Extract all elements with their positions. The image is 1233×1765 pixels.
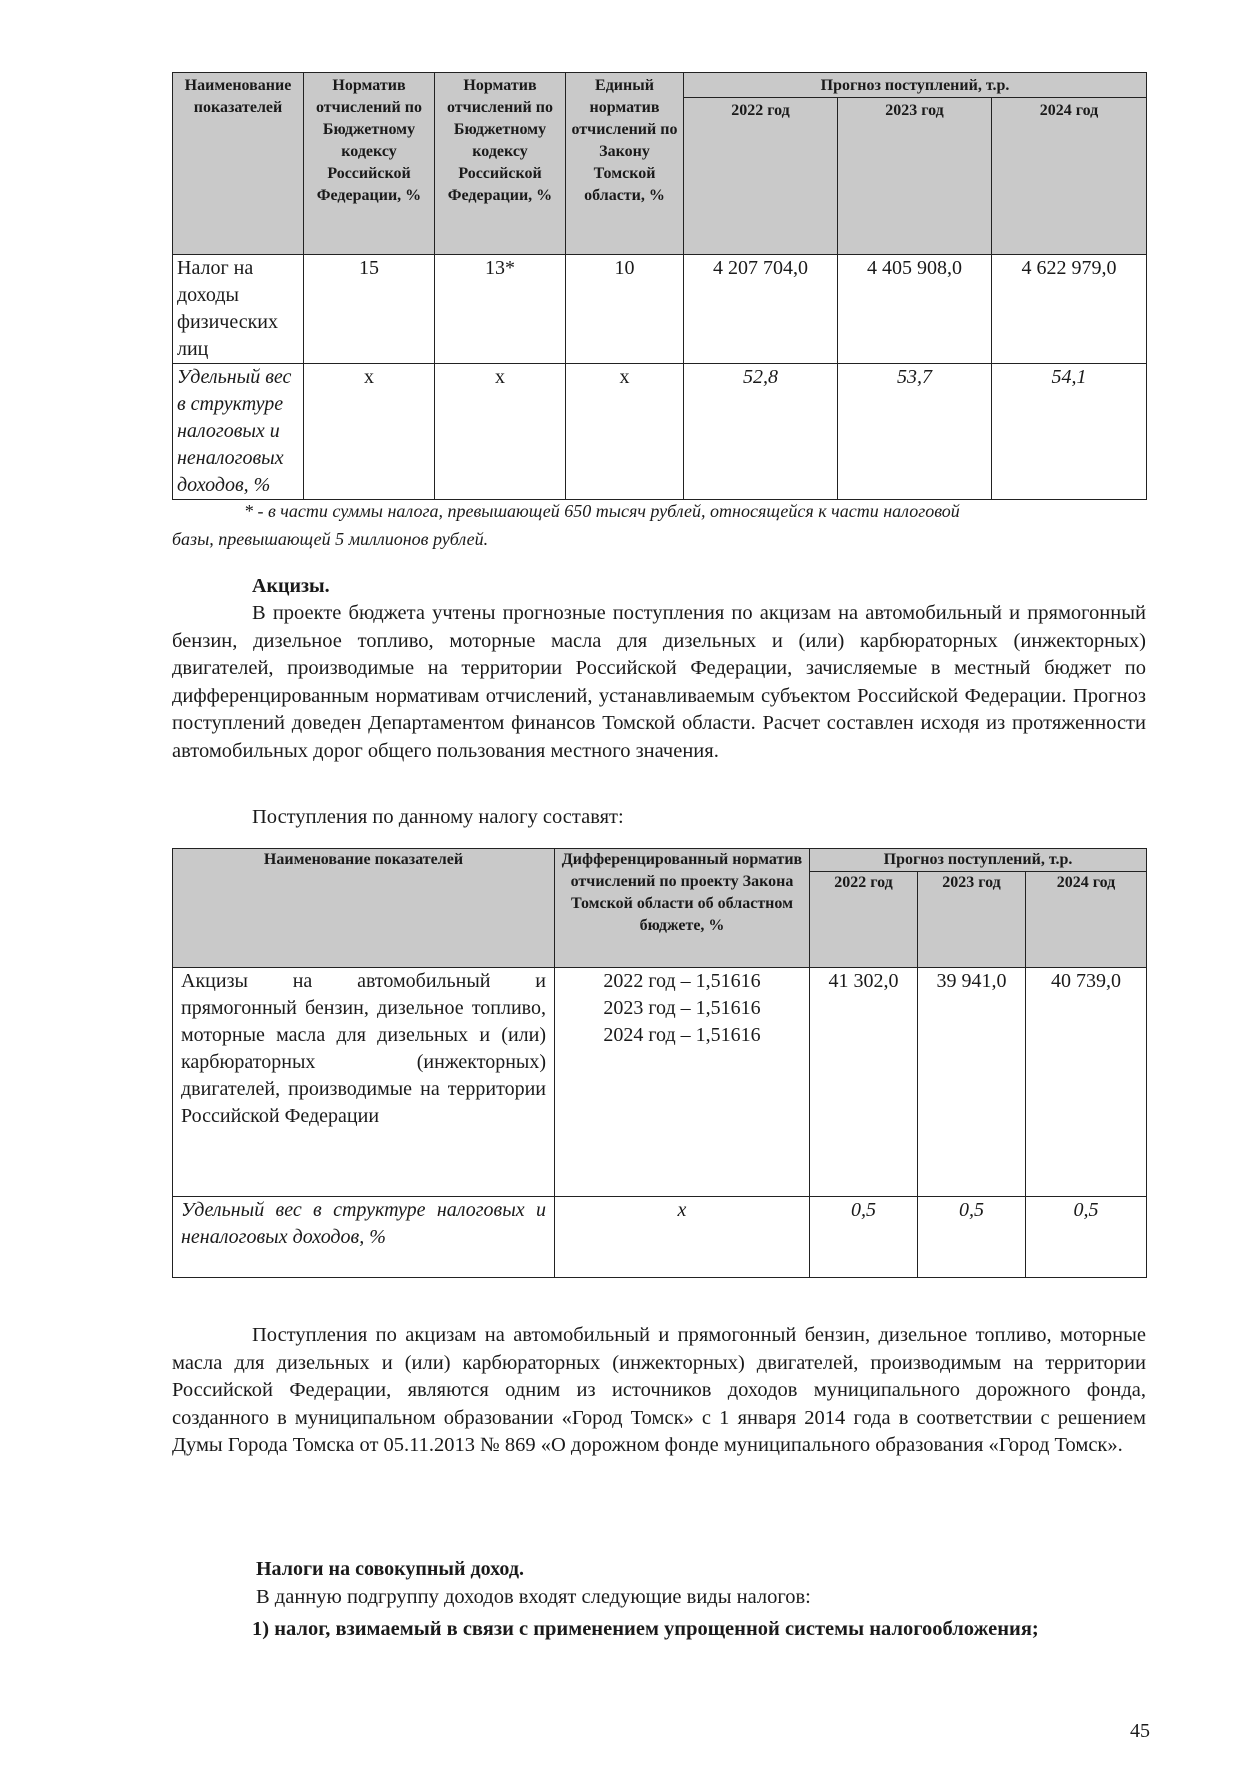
row-name: Налог на доходы физических лиц: [173, 255, 304, 364]
row-name: Удельный вес в структуре налоговых и неналоговых доходов, %: [173, 1197, 555, 1278]
cell-value: 0,5: [1026, 1197, 1147, 1278]
cell-value: 40 739,0: [1026, 968, 1147, 1197]
header-year: 2022 год: [810, 872, 918, 968]
cell-value: 0,5: [918, 1197, 1026, 1278]
header-year: 2022 год: [684, 98, 838, 255]
header-norm-bk: Норматив отчислений по Бюджетному кодексу Российской Федерации, %: [435, 73, 566, 255]
table-row: [173, 968, 1147, 1197]
cell-value: 52,8: [684, 364, 838, 500]
cell-value: 41 302,0: [810, 968, 918, 1197]
header-year: 2023 год: [918, 872, 1026, 968]
section-heading-excise: Акцизы.: [252, 575, 330, 597]
footnote-line: * - в части суммы налога, превышающей 650 тысяч рублей, относящейся к части налоговой: [244, 501, 960, 521]
header-norm: Дифференцированный норматив отчислений по проекту Закона Томской области об областном бюджете, %: [555, 849, 810, 968]
header-name: Наименование показателей: [173, 849, 555, 968]
cell-value: 4 207 704,0: [684, 255, 838, 364]
header-forecast: Прогноз поступлений, т.р.: [684, 73, 1147, 98]
header-year: 2023 год: [838, 98, 992, 255]
row-name: Удельный вес в структуре налоговых и неналоговых доходов, %: [173, 364, 304, 500]
table-row: [173, 255, 1147, 364]
cell-value: 4 622 979,0: [992, 255, 1147, 364]
norm-line: 2023 год – 1,51616: [603, 997, 761, 1019]
cell-norm-law: х: [566, 364, 684, 500]
cell-value: 0,5: [810, 1197, 918, 1278]
norm-line: 2024 год – 1,51616: [603, 1024, 761, 1046]
cell-norm-law: 10: [566, 255, 684, 364]
table1-footnote: [172, 497, 1146, 553]
header-name: Наименование показателей: [173, 73, 304, 255]
cell-value: 4 405 908,0: [838, 255, 992, 364]
norm-line: 2022 год – 1,51616: [603, 970, 761, 992]
header-norm-bk: Норматив отчислений по Бюджетному кодексу Российской Федерации, %: [304, 73, 435, 255]
section-heading-aggregate-income: Налоги на совокупный доход.: [256, 1558, 524, 1580]
excise-paragraph: В проекте бюджета учтены прогнозные поступления по акцизам на автомобильный и прямогонный бензин, дизельное топливо, моторные масла для дизельных и (или) карбюраторных (инжекторных) двигателей, производимые на территории Российской Федерации, зачисляемые в местный бюджет по дифференцированным нормативам отчислений, устанавливаемым субъектом Российской Федерации. Прогноз поступлений доведен Департаментом финансов Томской области. Расчет составлен исходя из протяженности автомобильных дорог общего пользования местного значения.: [172, 602, 1146, 762]
road-fund-paragraph: Поступления по акцизам на автомобильный и прямогонный бензин, дизельное топливо, моторные масла для дизельных и (или) карбюраторных (инжекторных) двигателей, производимым на территории Российской Федерации, являются одним из источников доходов муниципального дорожного фонда, созданного в муниципальном образовании «Город Томск» с 1 января 2014 года в соответствии с решением Думы Города Томска от 05.11.2013 № 869 «О дорожном фонде муниципального образования «Город Томск».: [172, 1324, 1146, 1456]
footnote-line: базы, превышающей 5 миллионов рублей.: [172, 529, 489, 549]
aggregate-income-intro: В данную подгруппу доходов входят следующие виды налогов:: [256, 1586, 811, 1608]
cell-value: 54,1: [992, 364, 1147, 500]
header-forecast: Прогноз поступлений, т.р.: [810, 849, 1147, 872]
excise-table: [172, 848, 1147, 1278]
cell-norm: х: [555, 1197, 810, 1278]
row-name: Акцизы на автомобильный и прямогонный бензин, дизельное топливо, моторные масла для дизельных и (или) карбюраторных (инжекторных) двигателей, производимые на территории Российской Федерации: [173, 968, 555, 1197]
table-row: [173, 364, 1147, 500]
cell-norm: [555, 968, 810, 1197]
personal-income-tax-table: [172, 72, 1147, 500]
header-norm-law: Единый норматив отчислений по Закону Томской области, %: [566, 73, 684, 255]
header-year: 2024 год: [1026, 872, 1147, 968]
header-year: 2024 год: [992, 98, 1147, 255]
table-row: [173, 1197, 1147, 1278]
cell-value: 39 941,0: [918, 968, 1026, 1197]
excise-intro: Поступления по данному налогу составят:: [252, 806, 624, 828]
page-number: 45: [1130, 1720, 1150, 1742]
cell-norm-bk: х: [435, 364, 566, 500]
cell-value: 53,7: [838, 364, 992, 500]
cell-norm-bk: х: [304, 364, 435, 500]
aggregate-income-item-1: 1) налог, взимаемый в связи с применением упрощенной системы налогообложения;: [252, 1618, 1039, 1640]
cell-norm-bk: 15: [304, 255, 435, 364]
cell-norm-bk: 13*: [435, 255, 566, 364]
